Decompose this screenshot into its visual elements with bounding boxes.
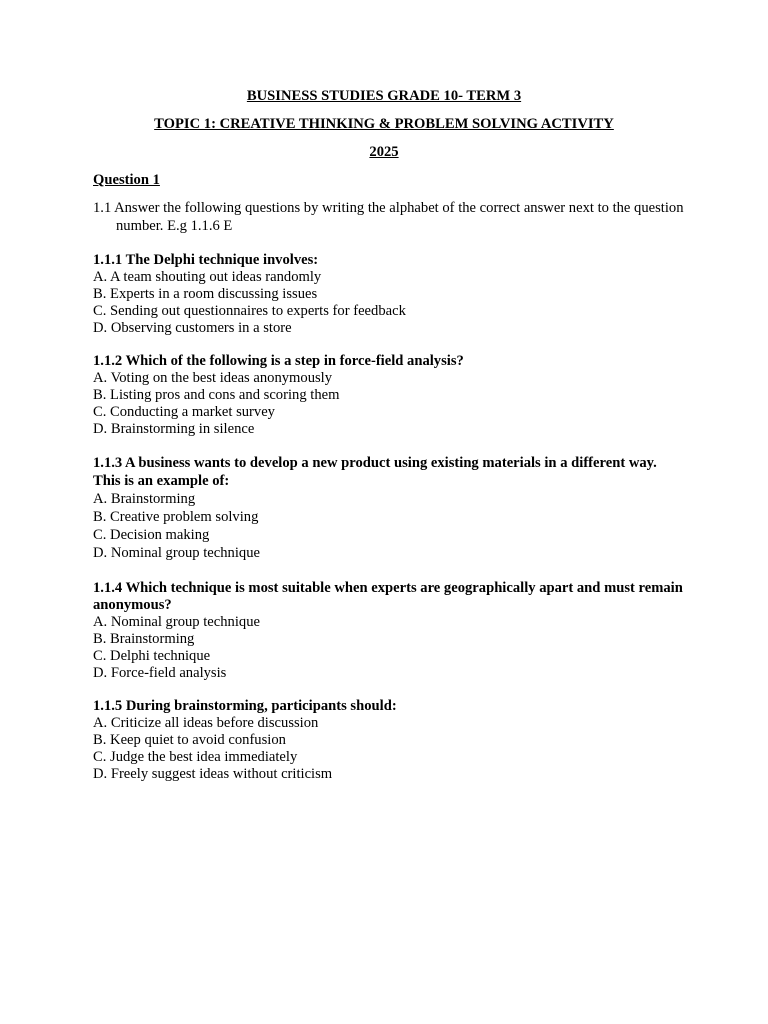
question-text: 1.1.3 A business wants to develop a new product using existing materials in a different way. This is an example of: (93, 455, 657, 489)
question-block-1-1-5 (93, 698, 683, 783)
document-heading-subject: BUSINESS STUDIES GRADE 10- TERM 3 (246, 88, 522, 104)
option-c: C. Sending out questionnaires to experts for feedback (93, 303, 406, 319)
option-a: A. Brainstorming (93, 491, 196, 507)
question-section-title: Question 1 (93, 172, 160, 188)
option-d: D. Observing customers in a store (93, 320, 292, 336)
option-c: C. Conducting a market survey (93, 404, 275, 420)
instruction-text: 1.1 Answer the following questions by writing the alphabet of the correct answer next to the question number. E.g 1.1.6 E (93, 200, 684, 234)
question-block-1-1-4 (93, 580, 683, 682)
document-heading-topic: TOPIC 1: CREATIVE THINKING & PROBLEM SOLVING ACTIVITY (154, 116, 614, 132)
option-b: B. Keep quiet to avoid confusion (93, 732, 286, 748)
question-text: 1.1.4 Which technique is most suitable when experts are geographically apart and must remain anonymous? (93, 580, 683, 613)
option-a: A. Criticize all ideas before discussion (93, 715, 319, 731)
question-text: 1.1.2 Which of the following is a step in force-field analysis? (93, 353, 464, 369)
option-b: B. Experts in a room discussing issues (93, 286, 318, 302)
option-c: C. Delphi technique (93, 648, 211, 664)
question-block-1-1-3 (93, 454, 683, 562)
option-b: B. Listing pros and cons and scoring them (93, 387, 340, 403)
question-block-1-1-2 (93, 353, 683, 438)
option-d: D. Nominal group technique (93, 545, 260, 561)
option-c: C. Decision making (93, 527, 210, 543)
option-a: A. A team shouting out ideas randomly (93, 269, 322, 285)
document-heading-year: 2025 (369, 144, 399, 160)
option-b: B. Creative problem solving (93, 509, 259, 525)
question-block-1-1-1 (93, 252, 683, 337)
option-b: B. Brainstorming (93, 631, 195, 647)
question-text: 1.1.1 The Delphi technique involves: (93, 252, 319, 268)
option-a: A. Voting on the best ideas anonymously (93, 370, 333, 386)
option-d: D. Force-field analysis (93, 665, 227, 681)
question-text: 1.1.5 During brainstorming, participants should: (93, 698, 397, 714)
option-a: A. Nominal group technique (93, 614, 260, 630)
option-c: C. Judge the best idea immediately (93, 749, 298, 765)
option-d: D. Brainstorming in silence (93, 421, 255, 437)
option-d: D. Freely suggest ideas without criticism (93, 766, 333, 782)
